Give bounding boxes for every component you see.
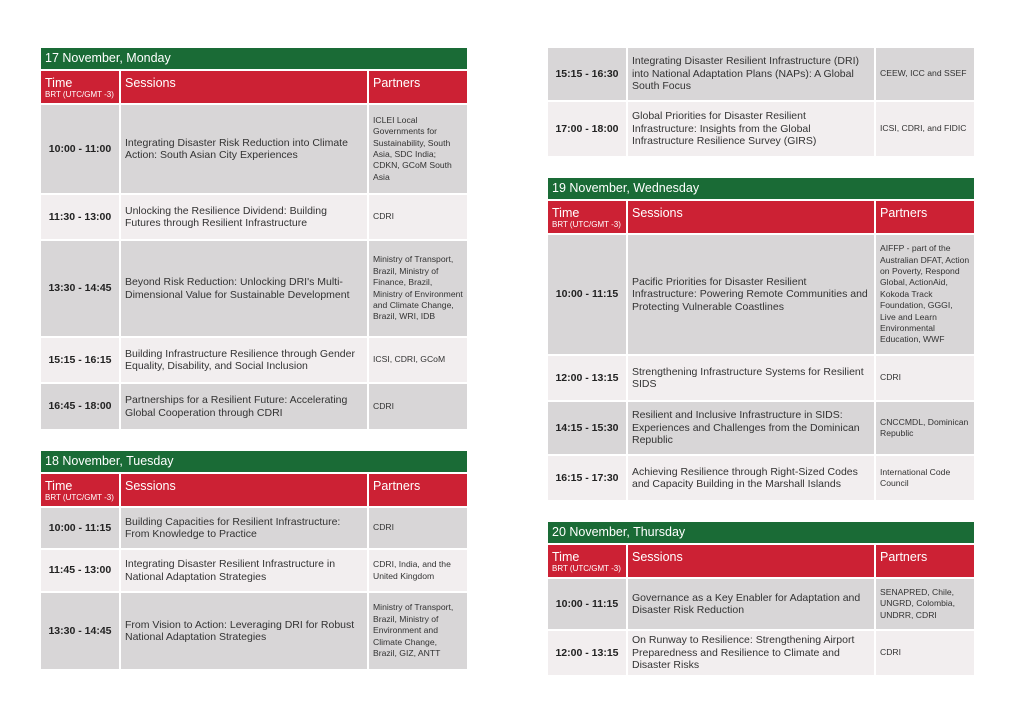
schedule-table: [548, 199, 974, 502]
sessions-header: [628, 199, 876, 235]
session-partners: SENAPRED, Chile, UNGRD, Colombia, UNDRR, CDRI: [876, 579, 974, 631]
session-partners: CDRI: [369, 508, 467, 550]
session-partners: International Code Council: [876, 456, 974, 502]
partners-header-label: Partners: [373, 76, 421, 90]
session-partners: CDRI: [876, 356, 974, 402]
schedule-row: [41, 195, 467, 241]
session-title: Achieving Resilience through Right-Sized Codes and Capacity Building in the Marshall Islands: [628, 456, 876, 502]
schedule-row: [548, 356, 974, 402]
day-block: [548, 522, 974, 677]
day-block: [548, 178, 974, 502]
partners-header-label: Partners: [880, 550, 928, 564]
session-title: Integrating Disaster Resilient Infrastructure in National Adaptation Strategies: [121, 550, 369, 593]
schedule-table: [548, 48, 974, 158]
time-header: [41, 69, 121, 105]
session-title: Partnerships for a Resilient Future: Accelerating Global Cooperation through CDRI: [121, 384, 369, 431]
schedule-row: [41, 508, 467, 550]
schedule-row: [548, 48, 974, 102]
session-time: 10:00 - 11:15: [548, 235, 628, 356]
session-time: 11:45 - 13:00: [41, 550, 121, 593]
session-title: On Runway to Resilience: Strengthening Airport Preparedness and Resilience to Climate and Disaster Risks: [628, 631, 876, 677]
left-column: [41, 48, 467, 691]
session-time: 12:00 - 13:15: [548, 631, 628, 677]
sessions-header-label: Sessions: [125, 76, 176, 90]
session-partners: AIFFP - part of the Australian DFAT, Action on Poverty, Respond Global, ActionAid, Kokoda Track Foundation, GGGI, Live and Learn Environmental Education, WWF: [876, 235, 974, 356]
session-partners: CNCCMDL, Dominican Republic: [876, 402, 974, 456]
schedule-row: [548, 402, 974, 456]
schedule-row: [548, 456, 974, 502]
partners-header-label: Partners: [373, 479, 421, 493]
session-title: Beyond Risk Reduction: Unlocking DRI's Multi-Dimensional Value for Sustainable Development: [121, 241, 369, 338]
session-partners: Ministry of Transport, Brazil, Ministry of Finance, Brazil, Ministry of Environment and Climate Change, Brazil, WRI, IDB: [369, 241, 467, 338]
schedule-table: [548, 543, 974, 677]
session-time: 13:30 - 14:45: [41, 241, 121, 338]
schedule-table: [41, 472, 467, 671]
sessions-header-label: Sessions: [632, 550, 683, 564]
time-header: [548, 199, 628, 235]
schedule-row: [41, 338, 467, 384]
session-title: Integrating Disaster Resilient Infrastructure (DRI) into National Adaptation Plans (NAPs): A Global South Focus: [628, 48, 876, 102]
session-title: From Vision to Action: Leveraging DRI for Robust National Adaptation Strategies: [121, 593, 369, 671]
session-time: 17:00 - 18:00: [548, 102, 628, 158]
schedule-row: [41, 550, 467, 593]
session-title: Pacific Priorities for Disaster Resilient Infrastructure: Powering Remote Communities and Protecting Vulnerable Coastlines: [628, 235, 876, 356]
session-partners: CDRI: [369, 384, 467, 431]
session-title: Building Infrastructure Resilience through Gender Equality, Disability, and Social Inclusion: [121, 338, 369, 384]
session-partners: Ministry of Transport, Brazil, Ministry of Environment and Climate Change, Brazil, GIZ, ANTT: [369, 593, 467, 671]
day-title: 17 November, Monday: [41, 48, 467, 69]
session-time: 12:00 - 13:15: [548, 356, 628, 402]
partners-header: [369, 472, 467, 508]
right-column: [548, 48, 974, 697]
day-title: 18 November, Tuesday: [41, 451, 467, 472]
session-time: 10:00 - 11:15: [41, 508, 121, 550]
table-header-row: [548, 543, 974, 579]
session-title: Building Capacities for Resilient Infrastructure: From Knowledge to Practice: [121, 508, 369, 550]
session-title: Unlocking the Resilience Dividend: Building Futures through Resilient Infrastructure: [121, 195, 369, 241]
time-header-label: Time: [45, 479, 73, 493]
partners-header-label: Partners: [880, 206, 928, 220]
timezone-label: BRT (UTC/GMT -3): [45, 90, 114, 99]
day-title: 19 November, Wednesday: [548, 178, 974, 199]
sessions-header-label: Sessions: [125, 479, 176, 493]
session-partners: CEEW, ICC and SSEF: [876, 48, 974, 102]
partners-header: [369, 69, 467, 105]
timezone-label: BRT (UTC/GMT -3): [552, 220, 621, 229]
table-header-row: [41, 472, 467, 508]
sessions-header: [121, 472, 369, 508]
session-time: 13:30 - 14:45: [41, 593, 121, 671]
session-partners: ICSI, CDRI, GCoM: [369, 338, 467, 384]
sessions-header-label: Sessions: [632, 206, 683, 220]
table-header-row: [548, 199, 974, 235]
session-title: Integrating Disaster Risk Reduction into Climate Action: South Asian City Experiences: [121, 105, 369, 195]
session-time: 15:15 - 16:15: [41, 338, 121, 384]
session-title: Strengthening Infrastructure Systems for Resilient SIDS: [628, 356, 876, 402]
session-time: 16:45 - 18:00: [41, 384, 121, 431]
time-header: [548, 543, 628, 579]
schedule-row: [41, 241, 467, 338]
session-partners: ICSI, CDRI, and FIDIC: [876, 102, 974, 158]
session-partners: ICLEI Local Governments for Sustainability, South Asia, SDC India; CDKN, GCoM South Asia: [369, 105, 467, 195]
schedule-row: [548, 102, 974, 158]
schedule-row: [41, 384, 467, 431]
day-block: [41, 48, 467, 431]
session-partners: CDRI: [369, 195, 467, 241]
schedule-row: [41, 105, 467, 195]
schedule-row: [548, 631, 974, 677]
session-time: 15:15 - 16:30: [548, 48, 628, 102]
session-partners: CDRI, India, and the United Kingdom: [369, 550, 467, 593]
schedule-row: [548, 579, 974, 631]
session-time: 16:15 - 17:30: [548, 456, 628, 502]
session-time: 11:30 - 13:00: [41, 195, 121, 241]
day-title: 20 November, Thursday: [548, 522, 974, 543]
schedule-table: [41, 69, 467, 431]
day-block: [41, 451, 467, 671]
sessions-header: [121, 69, 369, 105]
partners-header: [876, 199, 974, 235]
continued-day-block: [548, 48, 974, 158]
time-header-label: Time: [552, 550, 580, 564]
session-time: 10:00 - 11:00: [41, 105, 121, 195]
schedule-row: [548, 235, 974, 356]
session-title: Resilient and Inclusive Infrastructure in SIDS: Experiences and Challenges from the Dominican Republic: [628, 402, 876, 456]
session-time: 10:00 - 11:15: [548, 579, 628, 631]
session-title: Governance as a Key Enabler for Adaptation and Disaster Risk Reduction: [628, 579, 876, 631]
table-header-row: [41, 69, 467, 105]
session-partners: CDRI: [876, 631, 974, 677]
timezone-label: BRT (UTC/GMT -3): [45, 493, 114, 502]
schedule-row: [41, 593, 467, 671]
partners-header: [876, 543, 974, 579]
time-header: [41, 472, 121, 508]
session-title: Global Priorities for Disaster Resilient Infrastructure: Insights from the Global Infrastructure Resilience Survey (GIRS): [628, 102, 876, 158]
sessions-header: [628, 543, 876, 579]
time-header-label: Time: [45, 76, 73, 90]
timezone-label: BRT (UTC/GMT -3): [552, 564, 621, 573]
session-time: 14:15 - 15:30: [548, 402, 628, 456]
time-header-label: Time: [552, 206, 580, 220]
